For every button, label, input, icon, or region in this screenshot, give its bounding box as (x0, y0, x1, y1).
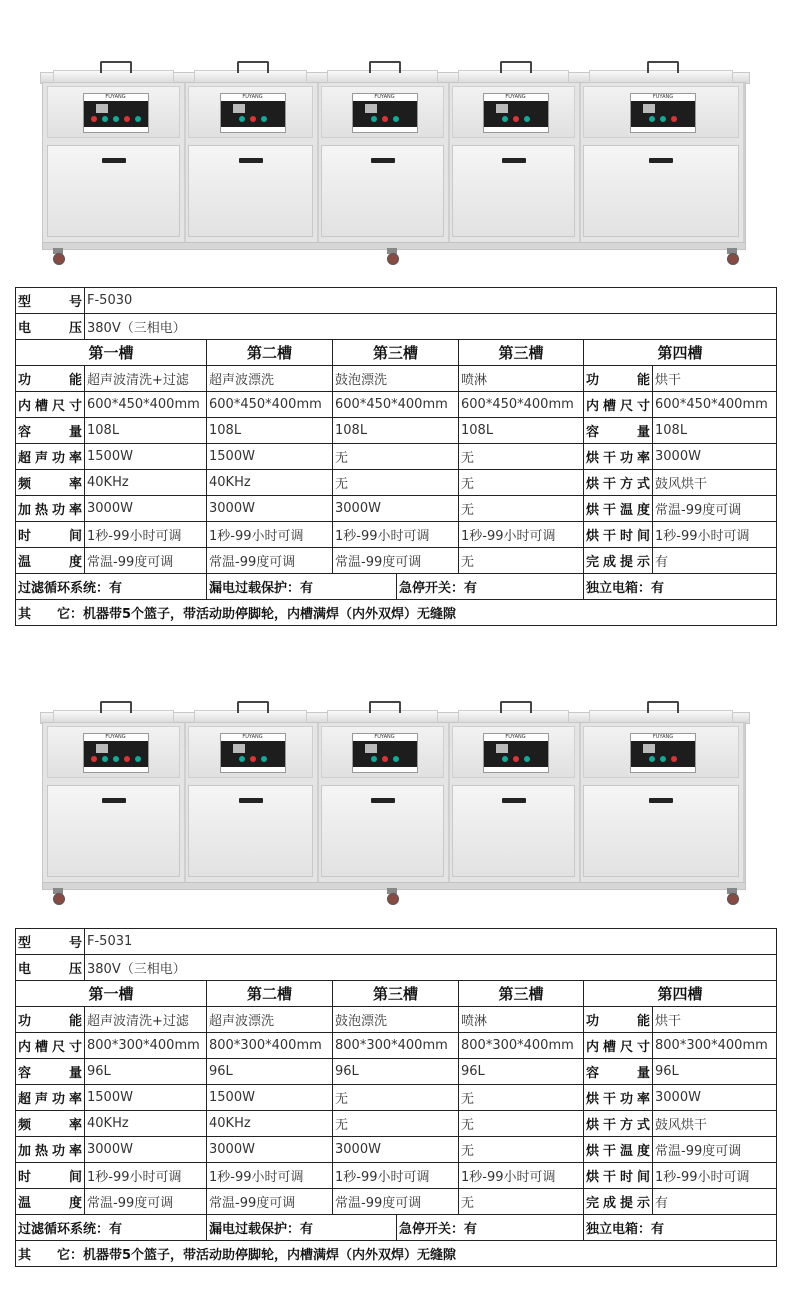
spec-value: 1秒-99小时可调 (459, 522, 584, 548)
spec-row (16, 1007, 777, 1033)
machine-body (42, 82, 746, 244)
control-panel (352, 93, 418, 133)
tank-header: 第三槽 (459, 981, 584, 1007)
display-screen (233, 744, 245, 753)
spec-value: 无 (459, 1111, 584, 1137)
spec-value: 常温-99度可调 (85, 548, 207, 574)
feature-cell: 漏电过载保护：有 (207, 1215, 397, 1241)
control-section (452, 726, 575, 778)
spec-value: 无 (333, 470, 459, 496)
spec-label: 加热功率 (16, 1137, 85, 1163)
display-screen (233, 104, 245, 113)
lid-handle-icon (237, 701, 269, 713)
display-screen (96, 104, 108, 113)
display-screen (365, 744, 377, 753)
feature-cell: 过滤循环系统：有 (16, 574, 207, 600)
control-panel (483, 93, 549, 133)
tank-unit (184, 723, 319, 883)
other-value: 机器带5个篮子，带活动助停脚轮，内槽满焊（内外双焊）无缝隙 (83, 607, 457, 622)
tank-header: 第四槽 (584, 340, 777, 366)
spec-label: 完成提示 (584, 548, 653, 574)
spec-label: 烘干时间 (584, 522, 653, 548)
control-panel (83, 93, 149, 133)
spec-value: 800*300*400mm (333, 1033, 459, 1059)
spec-value: 喷淋 (459, 1007, 584, 1033)
feature-cell: 漏电过载保护：有 (207, 574, 397, 600)
other-label: 其 它： (18, 607, 84, 622)
door-handle-icon (239, 158, 263, 163)
spec-value: 96L (207, 1059, 333, 1085)
model-value: F-5031 (85, 929, 777, 955)
spec-row (16, 470, 777, 496)
tank-door (321, 145, 444, 237)
tank-door (583, 785, 739, 877)
spec-label: 烘干功率 (584, 444, 653, 470)
spec-label: 内槽尺寸 (584, 392, 653, 418)
spec-value: 烘干 (653, 1007, 777, 1033)
tank-door (583, 145, 739, 237)
control-section (47, 726, 180, 778)
control-panel (630, 93, 696, 133)
control-button-icon (124, 756, 130, 762)
spec-value: 1500W (85, 444, 207, 470)
spec-label: 频率 (16, 1111, 85, 1137)
lid-handle-icon (369, 61, 401, 73)
door-handle-icon (649, 158, 673, 163)
other-label: 其 它： (18, 1248, 84, 1263)
spec-row (16, 366, 777, 392)
machine-body (42, 722, 746, 884)
spec-row (16, 1033, 777, 1059)
control-section (321, 86, 444, 138)
spec-row (16, 548, 777, 574)
spec-value: 无 (459, 1137, 584, 1163)
spec-value: 3000W (207, 1137, 333, 1163)
spec-label: 容量 (584, 1059, 653, 1085)
spec-label: 容量 (584, 418, 653, 444)
tank-header: 第二槽 (207, 340, 333, 366)
spec-row (16, 1111, 777, 1137)
door-handle-icon (649, 798, 673, 803)
spec-value: 800*300*400mm (85, 1033, 207, 1059)
control-button-icon (91, 756, 97, 762)
spec-value: 1秒-99小时可调 (207, 522, 333, 548)
spec-row (16, 392, 777, 418)
control-panel (220, 93, 286, 133)
brand-logo: FUYANG (221, 94, 285, 101)
control-button-icon (671, 116, 677, 122)
control-button-icon (649, 756, 655, 762)
control-button-icon (135, 116, 141, 122)
spec-row (16, 418, 777, 444)
spec-value: 108L (653, 418, 777, 444)
brand-logo: FUYANG (84, 94, 148, 101)
spec-label: 烘干温度 (584, 1137, 653, 1163)
spec-label: 频率 (16, 470, 85, 496)
spec-value: 1秒-99小时可调 (333, 522, 459, 548)
lid-handle-icon (500, 701, 532, 713)
spec-value: 3000W (207, 496, 333, 522)
spec-value: 无 (459, 1085, 584, 1111)
spec-value: 3000W (85, 496, 207, 522)
control-button-icon (239, 116, 245, 122)
spec-value: 鼓风烘干 (653, 1111, 777, 1137)
lid-handle-icon (647, 61, 679, 73)
tank-header: 第一槽 (16, 981, 207, 1007)
spec-value: 喷淋 (459, 366, 584, 392)
spec-value: 超声波漂洗 (207, 1007, 333, 1033)
control-button-icon (502, 116, 508, 122)
display-screen (643, 744, 655, 753)
spec-value: 有 (653, 548, 777, 574)
spec-value: 鼓泡漂洗 (333, 366, 459, 392)
tank-door (452, 145, 575, 237)
control-button-icon (393, 116, 399, 122)
other-cell (16, 600, 777, 626)
spec-value: 3000W (333, 1137, 459, 1163)
caster-wheel-icon (52, 888, 64, 906)
display-screen (365, 104, 377, 113)
voltage-label: 电压 (16, 314, 85, 340)
control-panel (483, 733, 549, 773)
caster-wheel-icon (52, 248, 64, 266)
spec-label: 温度 (16, 548, 85, 574)
spec-label: 温度 (16, 1189, 85, 1215)
feature-cell: 独立电箱：有 (584, 1215, 777, 1241)
tank-door (47, 785, 180, 877)
spec-label: 内槽尺寸 (16, 392, 85, 418)
spec-value: 常温-99度可调 (653, 1137, 777, 1163)
spec-label: 超声功率 (16, 444, 85, 470)
tank-door (188, 145, 313, 237)
control-button-icon (382, 756, 388, 762)
features-row (16, 574, 777, 600)
spec-value: 超声波清洗+过滤 (85, 366, 207, 392)
control-section (583, 86, 739, 138)
spec-table-f5031 (15, 928, 777, 1267)
spec-row (16, 496, 777, 522)
spec-value: 3000W (85, 1137, 207, 1163)
display-screen (496, 744, 508, 753)
tank-unit (184, 83, 319, 243)
control-button-icon (250, 116, 256, 122)
spec-label: 时间 (16, 522, 85, 548)
control-button-icon (113, 116, 119, 122)
feature-cell: 急停开关：有 (397, 1215, 584, 1241)
spec-value: 鼓风烘干 (653, 470, 777, 496)
tank-unit (317, 83, 450, 243)
machine-image-f5030 (38, 55, 752, 270)
spec-label: 内槽尺寸 (584, 1033, 653, 1059)
control-button-icon (250, 756, 256, 762)
control-section (583, 726, 739, 778)
tank-header: 第三槽 (333, 340, 459, 366)
spec-value: 800*300*400mm (653, 1033, 777, 1059)
feature-cell: 独立电箱：有 (584, 574, 777, 600)
other-row (16, 1241, 777, 1267)
spec-value: 40KHz (85, 1111, 207, 1137)
display-screen (96, 744, 108, 753)
model-row (16, 288, 777, 314)
spec-value: 无 (333, 1111, 459, 1137)
spec-value: 有 (653, 1189, 777, 1215)
tank-unit (448, 723, 581, 883)
spec-label: 容量 (16, 418, 85, 444)
control-panel (352, 733, 418, 773)
control-section (188, 726, 313, 778)
spec-value: 1秒-99小时可调 (85, 1163, 207, 1189)
display-screen (643, 104, 655, 113)
caster-wheel-icon (386, 888, 398, 906)
tank-door (321, 785, 444, 877)
voltage-row (16, 314, 777, 340)
tank-header: 第二槽 (207, 981, 333, 1007)
spec-value: 无 (459, 470, 584, 496)
tank-header-row (16, 340, 777, 366)
door-handle-icon (102, 798, 126, 803)
spec-value: 3000W (653, 1085, 777, 1111)
spec-value: 超声波漂洗 (207, 366, 333, 392)
control-button-icon (382, 116, 388, 122)
spec-value: 108L (85, 418, 207, 444)
voltage-label: 电压 (16, 955, 85, 981)
control-button-icon (649, 116, 655, 122)
control-button-icon (660, 756, 666, 762)
spec-value: 常温-99度可调 (85, 1189, 207, 1215)
spec-value: 1秒-99小时可调 (459, 1163, 584, 1189)
tank-header: 第四槽 (584, 981, 777, 1007)
feature-cell: 过滤循环系统：有 (16, 1215, 207, 1241)
spec-value: 40KHz (207, 1111, 333, 1137)
control-button-icon (239, 756, 245, 762)
spec-row (16, 1189, 777, 1215)
tank-header: 第一槽 (16, 340, 207, 366)
model-label: 型号 (16, 288, 85, 314)
spec-value: 96L (85, 1059, 207, 1085)
caster-wheel-icon (726, 248, 738, 266)
spec-value: 1秒-99小时可调 (207, 1163, 333, 1189)
control-button-icon (502, 756, 508, 762)
spec-value: 1500W (85, 1085, 207, 1111)
spec-value: 无 (459, 444, 584, 470)
spec-label: 功能 (16, 366, 85, 392)
control-section (47, 86, 180, 138)
lid-handle-icon (100, 701, 132, 713)
spec-value: 600*450*400mm (207, 392, 333, 418)
control-button-icon (513, 116, 519, 122)
door-handle-icon (502, 158, 526, 163)
other-row (16, 600, 777, 626)
spec-value: 常温-99度可调 (207, 548, 333, 574)
spec-label: 功能 (584, 1007, 653, 1033)
control-button-icon (660, 116, 666, 122)
tank-header: 第三槽 (333, 981, 459, 1007)
brand-logo: FUYANG (484, 734, 548, 741)
spec-value: 40KHz (85, 470, 207, 496)
tank-door (452, 785, 575, 877)
spec-value: 1秒-99小时可调 (85, 522, 207, 548)
spec-label: 功能 (16, 1007, 85, 1033)
control-button-icon (135, 756, 141, 762)
spec-value: 1500W (207, 444, 333, 470)
brand-logo: FUYANG (631, 94, 695, 101)
door-handle-icon (502, 798, 526, 803)
spec-value: 108L (459, 418, 584, 444)
lid-handle-icon (647, 701, 679, 713)
spec-value: 600*450*400mm (333, 392, 459, 418)
spec-value: 烘干 (653, 366, 777, 392)
spec-value: 96L (459, 1059, 584, 1085)
spec-value: 1500W (207, 1085, 333, 1111)
control-button-icon (261, 756, 267, 762)
control-button-icon (102, 116, 108, 122)
spec-value: 超声波清洗+过滤 (85, 1007, 207, 1033)
spec-row (16, 1137, 777, 1163)
control-button-icon (102, 756, 108, 762)
tank-unit (317, 723, 450, 883)
spec-value: 鼓泡漂洗 (333, 1007, 459, 1033)
control-button-icon (671, 756, 677, 762)
control-button-icon (113, 756, 119, 762)
door-handle-icon (371, 158, 395, 163)
spec-value: 800*300*400mm (459, 1033, 584, 1059)
tank-unit (579, 723, 745, 883)
model-row (16, 929, 777, 955)
tank-header-row (16, 981, 777, 1007)
tank-header: 第三槽 (459, 340, 584, 366)
spec-row (16, 1059, 777, 1085)
spec-label: 容量 (16, 1059, 85, 1085)
spec-value: 无 (459, 1189, 584, 1215)
control-panel (220, 733, 286, 773)
spec-label: 烘干方式 (584, 1111, 653, 1137)
control-button-icon (393, 756, 399, 762)
other-cell (16, 1241, 777, 1267)
control-button-icon (124, 116, 130, 122)
spec-value: 常温-99度可调 (333, 1189, 459, 1215)
control-panel (83, 733, 149, 773)
control-button-icon (91, 116, 97, 122)
spec-value: 600*450*400mm (653, 392, 777, 418)
spec-value: 40KHz (207, 470, 333, 496)
lid-handle-icon (500, 61, 532, 73)
tank-unit (43, 723, 186, 883)
caster-wheel-icon (726, 888, 738, 906)
spec-value: 无 (459, 496, 584, 522)
control-panel (630, 733, 696, 773)
brand-logo: FUYANG (353, 94, 417, 101)
spec-value: 108L (333, 418, 459, 444)
voltage-row (16, 955, 777, 981)
spec-row (16, 522, 777, 548)
spec-label: 加热功率 (16, 496, 85, 522)
brand-logo: FUYANG (353, 734, 417, 741)
spec-value: 1秒-99小时可调 (653, 1163, 777, 1189)
brand-logo: FUYANG (84, 734, 148, 741)
brand-logo: FUYANG (221, 734, 285, 741)
spec-label: 烘干方式 (584, 470, 653, 496)
spec-value: 96L (333, 1059, 459, 1085)
spec-label: 烘干功率 (584, 1085, 653, 1111)
voltage-value: 380V（三相电） (85, 314, 777, 340)
control-section (452, 86, 575, 138)
spec-value: 常温-99度可调 (333, 548, 459, 574)
spec-label: 功能 (584, 366, 653, 392)
spec-label: 内槽尺寸 (16, 1033, 85, 1059)
model-label: 型号 (16, 929, 85, 955)
spec-label: 完成提示 (584, 1189, 653, 1215)
tank-door (188, 785, 313, 877)
control-section (188, 86, 313, 138)
spec-value: 无 (459, 548, 584, 574)
spec-row (16, 1163, 777, 1189)
spec-value: 96L (653, 1059, 777, 1085)
spec-value: 常温-99度可调 (207, 1189, 333, 1215)
tank-unit (448, 83, 581, 243)
door-handle-icon (239, 798, 263, 803)
display-screen (496, 104, 508, 113)
machine-image-f5031 (38, 695, 752, 910)
door-handle-icon (371, 798, 395, 803)
other-value: 机器带5个篮子，带活动助停脚轮，内槽满焊（内外双焊）无缝隙 (83, 1248, 457, 1263)
model-value: F-5030 (85, 288, 777, 314)
spec-label: 烘干温度 (584, 496, 653, 522)
spec-row (16, 1085, 777, 1111)
lid-handle-icon (237, 61, 269, 73)
features-row (16, 1215, 777, 1241)
spec-value: 常温-99度可调 (653, 496, 777, 522)
caster-wheel-icon (386, 248, 398, 266)
spec-value: 3000W (333, 496, 459, 522)
tank-unit (579, 83, 745, 243)
control-section (321, 726, 444, 778)
spec-table-f5030 (15, 287, 777, 626)
spec-value: 1秒-99小时可调 (333, 1163, 459, 1189)
spec-value: 800*300*400mm (207, 1033, 333, 1059)
tank-unit (43, 83, 186, 243)
control-button-icon (261, 116, 267, 122)
spec-label: 烘干时间 (584, 1163, 653, 1189)
spec-value: 1秒-99小时可调 (653, 522, 777, 548)
spec-value: 3000W (653, 444, 777, 470)
lid-handle-icon (100, 61, 132, 73)
brand-logo: FUYANG (484, 94, 548, 101)
spec-value: 108L (207, 418, 333, 444)
door-handle-icon (102, 158, 126, 163)
lid-handle-icon (369, 701, 401, 713)
spec-row (16, 444, 777, 470)
brand-logo: FUYANG (631, 734, 695, 741)
control-button-icon (513, 756, 519, 762)
spec-label: 时间 (16, 1163, 85, 1189)
spec-value: 600*450*400mm (459, 392, 584, 418)
control-button-icon (524, 756, 530, 762)
spec-value: 600*450*400mm (85, 392, 207, 418)
voltage-value: 380V（三相电） (85, 955, 777, 981)
control-button-icon (371, 756, 377, 762)
control-button-icon (524, 116, 530, 122)
control-button-icon (371, 116, 377, 122)
spec-label: 超声功率 (16, 1085, 85, 1111)
spec-value: 无 (333, 444, 459, 470)
tank-door (47, 145, 180, 237)
spec-value: 无 (333, 1085, 459, 1111)
feature-cell: 急停开关：有 (397, 574, 584, 600)
